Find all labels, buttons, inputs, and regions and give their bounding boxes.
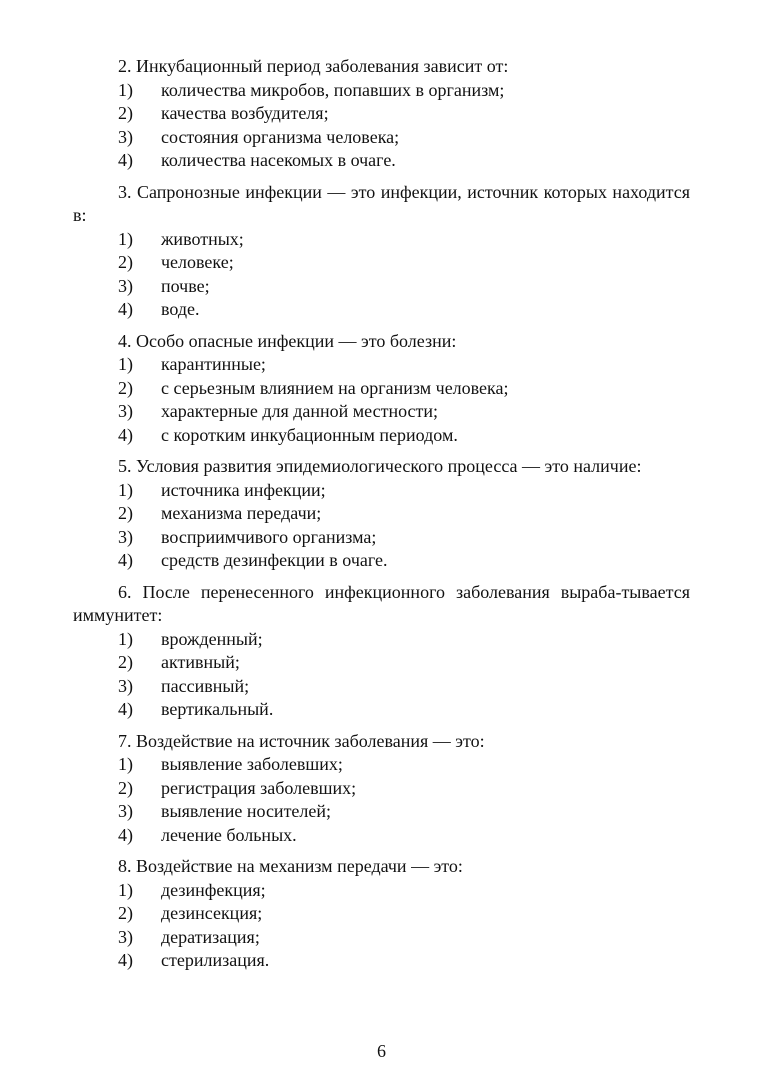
option-item <box>73 102 690 126</box>
option-item <box>73 275 690 299</box>
option-number: 2) <box>118 377 133 398</box>
option-number: 2) <box>118 103 133 123</box>
question-5 <box>73 455 690 573</box>
option-text: количества насекомых в очаге. <box>161 150 396 170</box>
option-list <box>73 228 690 322</box>
option-text: регистрация заболевших; <box>161 777 357 798</box>
option-number: 2) <box>118 903 133 923</box>
option-item <box>73 126 690 150</box>
question-text: 7. Воздействие на источник заболевания — это: <box>118 730 485 751</box>
option-item <box>73 777 690 801</box>
option-number: 3) <box>118 926 133 947</box>
option-item <box>73 526 690 550</box>
option-number: 3) <box>118 126 133 147</box>
option-item <box>73 228 690 252</box>
option-number: 4) <box>118 150 133 170</box>
question-2 <box>73 55 690 173</box>
option-number: 3) <box>118 401 133 421</box>
option-number: 2) <box>118 252 133 272</box>
option-list <box>73 628 690 722</box>
option-number: 2) <box>118 652 133 672</box>
option-item <box>73 628 690 652</box>
option-number: 3) <box>118 801 133 821</box>
option-item <box>73 353 690 377</box>
option-item <box>73 549 690 573</box>
page-number: 6 <box>377 1041 386 1061</box>
option-item <box>73 879 690 903</box>
option-number: 1) <box>118 479 133 500</box>
option-number: 1) <box>118 628 133 649</box>
option-item <box>73 698 690 722</box>
option-text: механизма передачи; <box>161 503 322 523</box>
option-number: 4) <box>118 824 133 845</box>
option-text: количества микробов, попавших в организм; <box>161 79 505 100</box>
option-text: почве; <box>161 275 210 296</box>
question-text: 5. Условия развития эпидемиологического процесса — это наличие: <box>118 456 642 476</box>
option-number: 4) <box>118 424 133 445</box>
question-4 <box>73 330 690 448</box>
option-text: с серьезным влиянием на организм человека; <box>161 377 509 398</box>
option-text: качества возбудителя; <box>161 103 329 123</box>
option-item <box>73 502 690 526</box>
option-text: активный; <box>161 652 240 672</box>
option-text: врожденный; <box>161 628 263 649</box>
option-text: средств дезинфекции в очаге. <box>161 550 388 570</box>
option-text: дезинфекция; <box>161 879 266 900</box>
option-number: 1) <box>118 879 133 900</box>
option-item <box>73 149 690 173</box>
option-number: 2) <box>118 777 133 798</box>
option-item <box>73 424 690 448</box>
option-item <box>73 800 690 824</box>
question-text: 6. После перенесенного инфекционного заболевания выраба-тывается иммунитет: <box>73 581 690 625</box>
question-text: 4. Особо опасные инфекции — это болезни: <box>118 330 457 351</box>
option-item <box>73 753 690 777</box>
option-text: карантинные; <box>161 354 266 374</box>
option-item <box>73 902 690 926</box>
option-text: вертикальный. <box>161 699 274 719</box>
option-text: воде. <box>161 299 200 319</box>
option-text: состояния организма человека; <box>161 126 400 147</box>
question-3 <box>73 181 690 322</box>
option-text: дезинсекция; <box>161 903 263 923</box>
option-list <box>73 879 690 973</box>
question-6 <box>73 581 690 722</box>
option-item <box>73 377 690 401</box>
option-number: 1) <box>118 354 133 374</box>
option-item <box>73 251 690 275</box>
option-number: 1) <box>118 79 133 100</box>
option-text: стерилизация. <box>161 950 270 970</box>
option-list <box>73 479 690 573</box>
option-item <box>73 675 690 699</box>
option-text: дератизация; <box>161 926 260 947</box>
question-7 <box>73 730 690 848</box>
option-list <box>73 753 690 847</box>
option-text: выявление носителей; <box>161 801 332 821</box>
option-text: человеке; <box>161 252 234 272</box>
option-number: 4) <box>118 550 133 570</box>
option-number: 3) <box>118 675 133 696</box>
option-list <box>73 79 690 173</box>
option-item <box>73 949 690 973</box>
option-text: характерные для данной местности; <box>161 401 439 421</box>
option-number: 4) <box>118 950 133 970</box>
option-text: лечение больных. <box>161 824 297 845</box>
option-text: животных; <box>161 228 244 249</box>
option-text: пассивный; <box>161 675 250 696</box>
option-item <box>73 824 690 848</box>
option-number: 1) <box>118 754 133 774</box>
option-number: 1) <box>118 228 133 249</box>
option-item <box>73 651 690 675</box>
option-number: 4) <box>118 299 133 319</box>
option-number: 3) <box>118 526 133 547</box>
question-text: 2. Инкубационный период заболевания зависит от: <box>118 56 509 76</box>
option-item <box>73 400 690 424</box>
question-8 <box>73 855 690 973</box>
option-text: выявление заболевших; <box>161 754 343 774</box>
option-text: источника инфекции; <box>161 479 326 500</box>
option-number: 2) <box>118 503 133 523</box>
question-text: 8. Воздействие на механизм передачи — это: <box>118 856 463 876</box>
option-item <box>73 926 690 950</box>
option-item <box>73 79 690 103</box>
option-text: с коротким инкубационным периодом. <box>161 424 458 445</box>
question-text: 3. Сапронозные инфекции — это инфекции, источник которых находится в: <box>73 181 690 225</box>
question-list <box>73 55 690 981</box>
option-item <box>73 298 690 322</box>
option-list <box>73 353 690 447</box>
option-number: 3) <box>118 275 133 296</box>
option-number: 4) <box>118 699 133 719</box>
option-text: восприимчивого организма; <box>161 526 377 547</box>
option-item <box>73 479 690 503</box>
